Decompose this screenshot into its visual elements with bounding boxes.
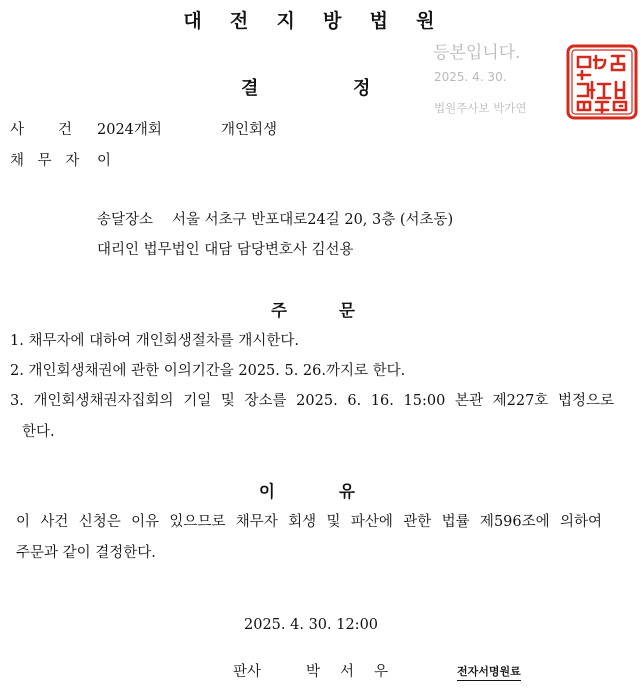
order-title-char-2: 문 — [339, 301, 355, 320]
order-item-1: 1. 채무자에 대하여 개인회생절차를 개시한다. — [10, 333, 300, 349]
court-name: 대 전 지 방 법 원 — [183, 10, 435, 32]
order-item-3-cont: 한다. — [22, 424, 55, 440]
debtor-name: 이 — [97, 153, 112, 169]
case-label-char-1: 사 — [10, 122, 25, 138]
order-item-3: 3. 개인회생채권자집회의 기일 및 장소를 2025. 6. 16. 15:00 본관 제227호 법정으로 — [10, 393, 614, 409]
certified-copy-label: 등본입니다. — [433, 43, 521, 63]
agent-line: 대리인 법무법인 대담 담당변호사 김선용 — [97, 242, 354, 258]
court-seal — [566, 44, 638, 120]
certified-copy-clerk: 법원주사보 박가연 — [434, 101, 527, 115]
service-address-label: 송달장소 — [97, 212, 154, 228]
judge-label: 판사 — [233, 664, 262, 680]
debtor-label: 채 무 자 — [10, 153, 80, 169]
order-item-2: 2. 개인회생채권에 관한 이의기간을 2025. 5. 26.까지로 한다. — [10, 363, 406, 379]
judge-name-char-1: 박 — [306, 664, 321, 680]
reason-line-1: 이 사건 신청은 이유 있으므로 채무자 회생 및 파산에 관한 법률 제596조에 의하여 — [16, 514, 602, 530]
case-type: 개인회생 — [221, 122, 278, 138]
doc-title-char-2: 정 — [353, 78, 371, 99]
order-title-char-1: 주 — [271, 301, 287, 320]
doc-title-char-1: 결 — [241, 78, 259, 99]
case-number: 2024개회 — [97, 122, 162, 138]
reason-line-2: 주문과 같이 결정한다. — [16, 545, 156, 561]
certified-copy-date: 2025. 4. 30. — [434, 70, 507, 84]
decision-datetime: 2025. 4. 30. 12:00 — [244, 617, 379, 633]
reason-title-char-1: 이 — [259, 482, 275, 501]
service-address: 서울 서초구 반포대로24길 20, 3층 (서초동) — [172, 212, 454, 228]
judge-name-char-2: 서 — [340, 664, 355, 680]
case-label-char-2: 건 — [58, 122, 73, 138]
reason-title-char-2: 유 — [339, 482, 355, 501]
electronic-signature: 전자서명원료 — [457, 663, 521, 681]
judge-name-char-3: 우 — [374, 664, 389, 680]
